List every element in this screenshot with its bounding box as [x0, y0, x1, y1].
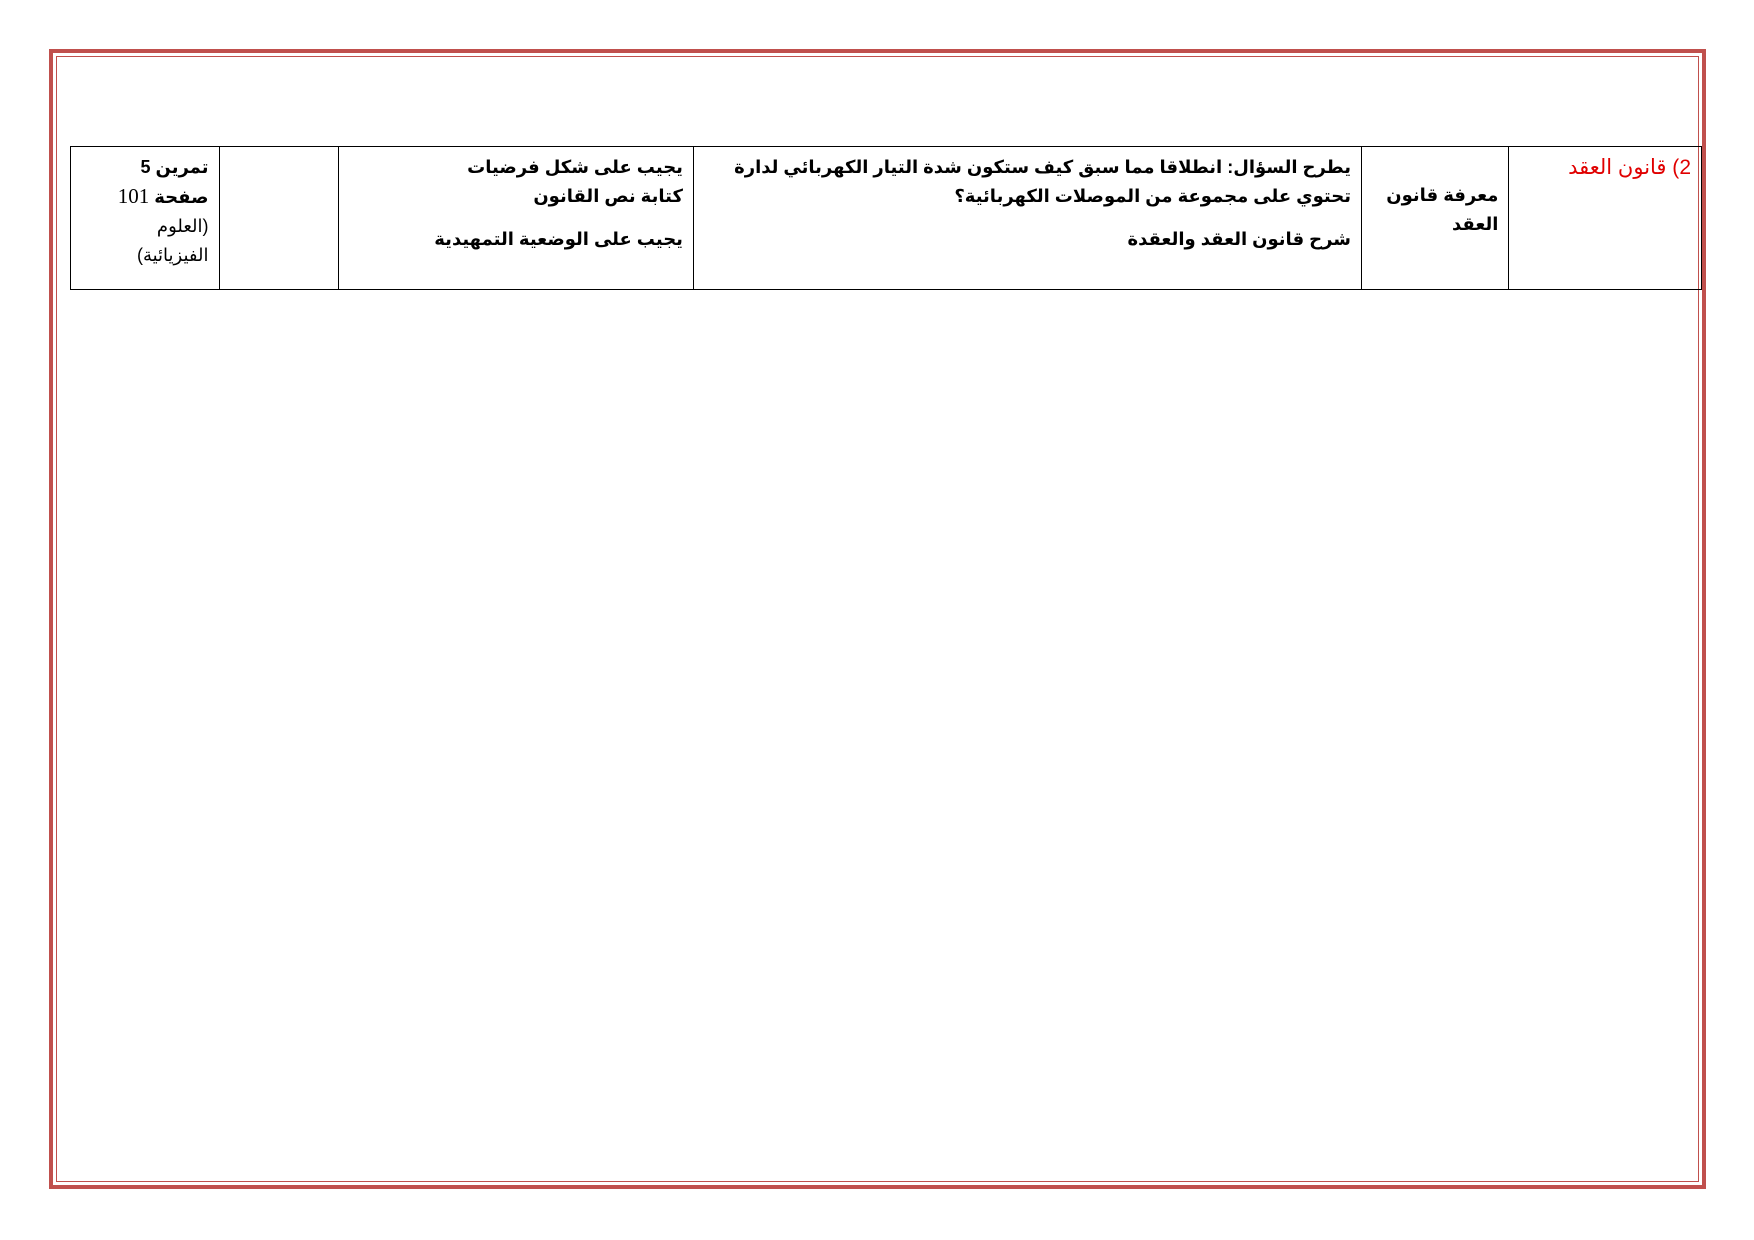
teacher-question: يطرح السؤال: انطلاقا مما سبق كيف ستكون شدة التيار الكهربائي لدارة تحتوي على مجموعة من الموصلات الكهربائية؟	[734, 157, 1351, 206]
section-title-cell	[1509, 147, 1702, 290]
evaluation-page-label: صفحة	[154, 187, 209, 207]
objective-text: معرفة قانون العقد	[1386, 185, 1499, 234]
table-row	[71, 147, 1702, 290]
means-cell	[219, 147, 338, 290]
objective-cell	[1361, 147, 1508, 290]
evaluation-exercise: تمرين 5	[140, 157, 209, 177]
lesson-table	[70, 146, 1702, 290]
teacher-explanation: شرح قانون العقد والعقدة	[1127, 229, 1351, 249]
section-title: 2) قانون العقد	[1568, 156, 1691, 179]
student-hypotheses: يجيب على شكل فرضيات	[467, 157, 683, 177]
evaluation-page-number: 101	[117, 184, 150, 208]
evaluation-book-open: (العلوم	[156, 216, 209, 236]
student-law-text: كتابة نص القانون	[533, 186, 683, 206]
student-initial-situation: يجيب على الوضعية التمهيدية	[434, 229, 683, 249]
student-activity-cell	[338, 147, 693, 290]
evaluation-cell	[71, 147, 220, 290]
teacher-activity-cell	[693, 147, 1361, 290]
evaluation-book-close: الفيزيائية)	[136, 245, 209, 265]
